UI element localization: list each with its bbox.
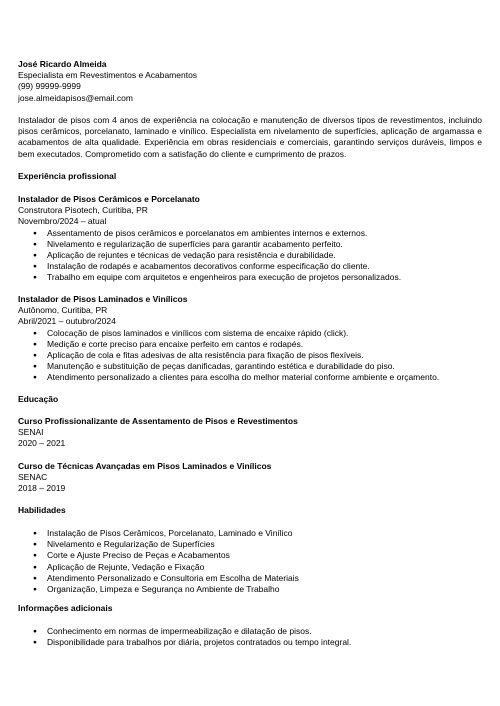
skills-heading: Habilidades: [18, 505, 66, 515]
job-duty-item: ● Colocação de pisos laminados e vinílicos com sistema de encaixe rápido (click).: [18, 328, 482, 339]
candidate-email: jose.almeidapisos@email.com: [18, 92, 133, 103]
course-period: 2018 – 2019: [18, 483, 66, 494]
job-duty-item: ● Assentamento de pisos cerâmicos e porcelanatos em ambientes internos e externos.: [18, 228, 482, 239]
skills-heading-wrap: [18, 505, 482, 516]
skill-item: ● Corte e Ajuste Preciso de Peças e Acabamentos: [18, 550, 482, 561]
job-duty-item: ● Medição e corte preciso para encaixe perfeito em cantos e rodapés.: [18, 339, 482, 350]
additional-list: [18, 626, 482, 648]
skill-item: ● Instalação de Pisos Cerâmicos, Porcelanato, Laminado e Vinílico: [18, 528, 482, 539]
education-heading: Educação: [18, 394, 59, 404]
additional-heading-wrap: [18, 603, 482, 614]
additional-heading: Informações adicionais: [18, 603, 113, 613]
education-item-1: [18, 416, 482, 450]
job-duty-item: ● Aplicação de cola e fitas adesivas de alta resistência para fixação de pisos flexíveis.: [18, 350, 482, 361]
summary-text: Instalador de pisos com 4 anos de experiência na colocação e manutenção de diversos tipos de revestimentos, incluindo pisos cerâmicos, porcelanato, laminado e vinílico. Especialista em nivelamento de superfícies, aplicação de argamassa e acabamentos de alta qualidade. Experiência em obras residenciais e comerciais, garantindo serviços duráveis, limpos e bem executados. Comprometido com a satisfação do cliente e cumprimento de prazos.: [18, 115, 482, 159]
job-duties: [18, 328, 482, 384]
skill-item: ● Aplicação de Rejunte, Vedação e Fixação: [18, 562, 482, 573]
job-period: Novembro/2024 – atual: [18, 216, 107, 227]
job-role: Instalador de Pisos Cerâmicos e Porcelanato: [18, 194, 200, 204]
course-name: Curso de Técnicas Avançadas em Pisos Laminados e Vinílicos: [18, 461, 272, 471]
skill-item: ● Atendimento Personalizado e Consultoria em Escolha de Materiais: [18, 573, 482, 584]
job-duty-item: ● Nivelamento e regularização de superfícies para garantir acabamento perfeito.: [18, 239, 482, 250]
school-name: SENAC: [18, 472, 48, 483]
candidate-phone: (99) 99999-9999: [18, 81, 81, 92]
job-1: [18, 194, 482, 284]
header: [18, 59, 482, 104]
job-company: Autônomo, Curitiba, PR: [18, 305, 108, 316]
education-item-2: [18, 461, 482, 495]
additional-item: ● Disponibilidade para trabalhos por diária, projetos contratados ou tempo integral.: [18, 637, 482, 648]
experience-heading: Experiência profissional: [18, 171, 117, 181]
job-duty-item: ● Aplicação de rejuntes e técnicas de vedação para resistência e durabilidade.: [18, 250, 482, 261]
skills-list: [18, 528, 482, 595]
summary-section: [18, 115, 482, 160]
school-name: SENAI: [18, 427, 44, 438]
experience-heading-wrap: [18, 171, 482, 182]
job-duty-item: ● Instalação de rodapés e acabamentos decorativos conforme especificação do cliente.: [18, 261, 482, 272]
candidate-title: Especialista em Revestimentos e Acabamentos: [18, 70, 198, 81]
skill-item: ● Organização, Limpeza e Segurança no Ambiente de Trabalho: [18, 584, 482, 595]
additional-section: [18, 626, 482, 648]
job-company: Construtora Pisotech, Curitiba, PR: [18, 205, 148, 216]
job-duty-item: ● Trabalho em equipe com arquitetos e engenheiros para execução de projetos personalizados.: [18, 272, 482, 283]
job-2: [18, 294, 482, 384]
candidate-name: José Ricardo Almeida: [18, 59, 107, 69]
job-duty-item: ● Manutenção e substituição de peças danificadas, garantindo estética e durabilidade do piso.: [18, 361, 482, 372]
course-period: 2020 – 2021: [18, 438, 66, 449]
job-period: Abril/2021 – outubro/2024: [18, 316, 116, 327]
job-duty-item: ● Atendimento personalizado a clientes para escolha do melhor material conforme ambiente e orçamento.: [18, 372, 482, 383]
skill-item: ● Nivelamento e Regularização de Superfícies: [18, 539, 482, 550]
job-role: Instalador de Pisos Laminados e Vinílicos: [18, 294, 188, 304]
additional-item: ● Conhecimento em normas de impermeabilização e dilatação de pisos.: [18, 626, 482, 637]
course-name: Curso Profissionalizante de Assentamento de Pisos e Revestimentos: [18, 416, 298, 426]
education-heading-wrap: [18, 394, 482, 405]
skills-section: [18, 528, 482, 595]
job-duties: [18, 228, 482, 284]
